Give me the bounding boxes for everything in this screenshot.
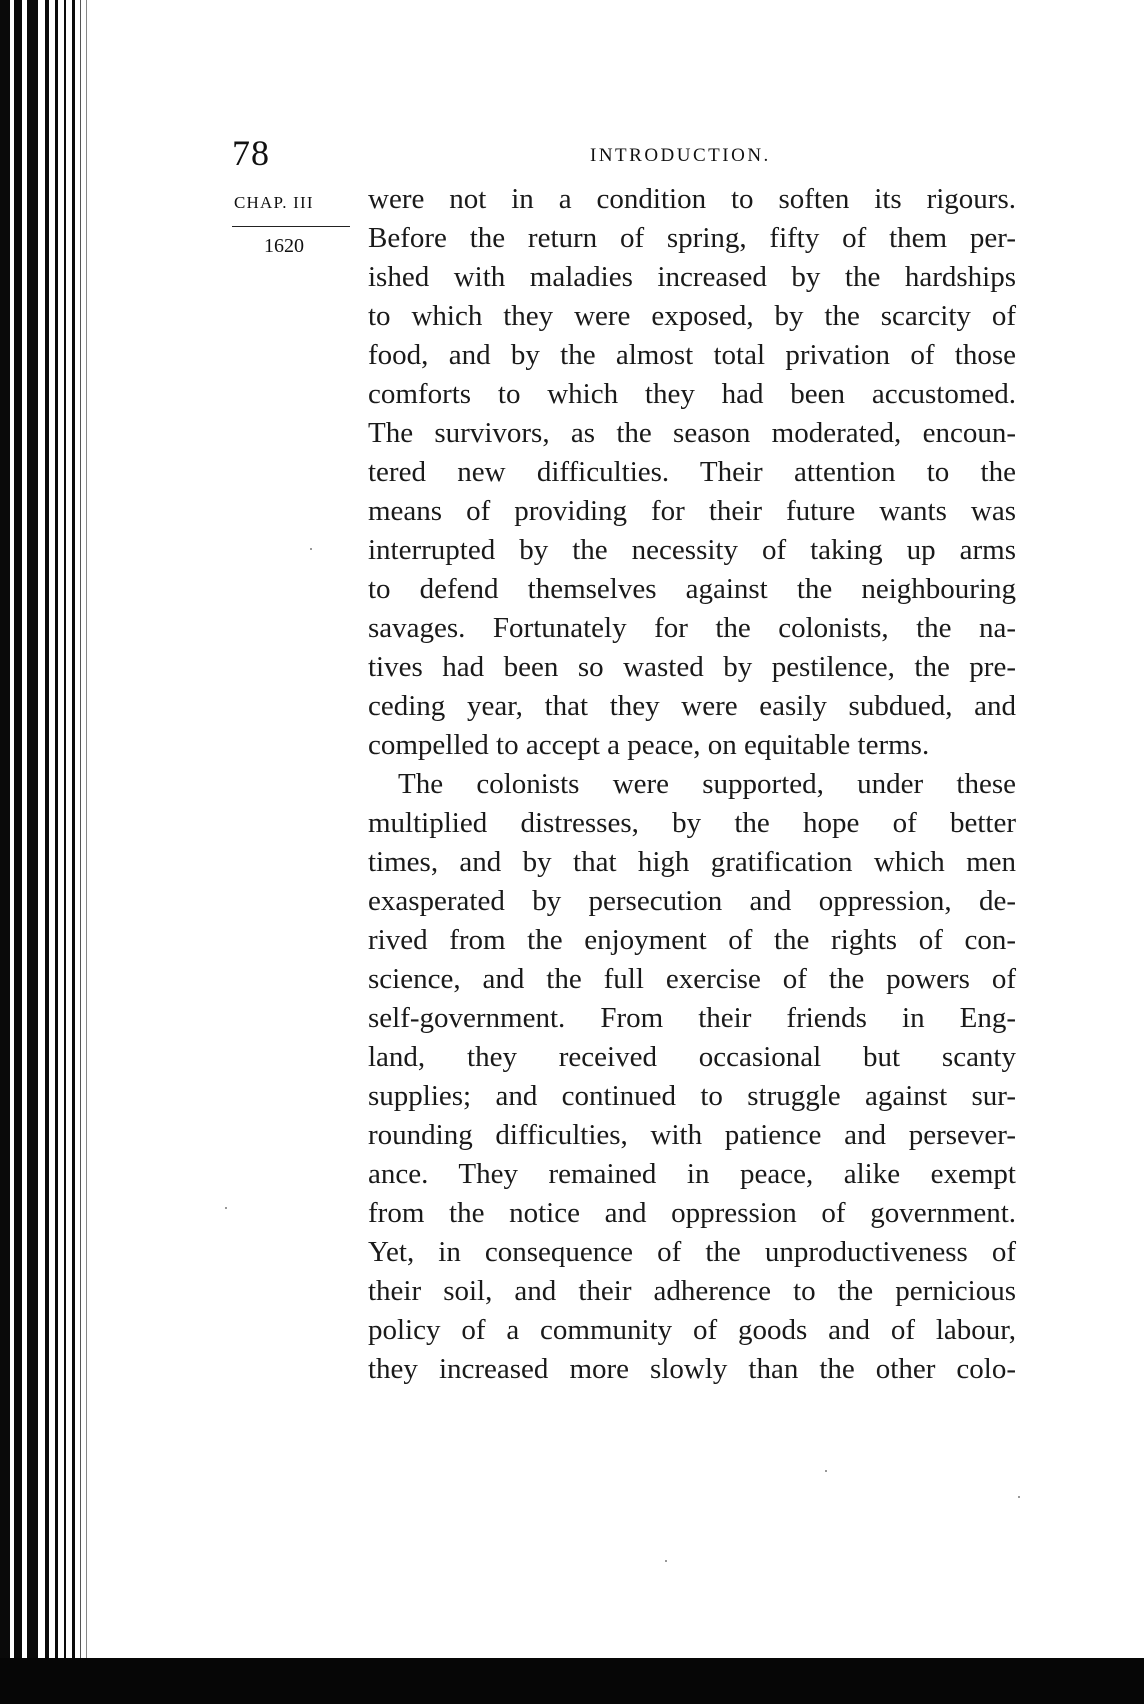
page-number: 78 (232, 133, 270, 173)
text-line: multiplied distresses, by the hope of better (368, 807, 1016, 839)
text-line: to which they were exposed, by the scarcity of (368, 300, 1016, 332)
paragraph-1 (368, 180, 1016, 765)
text-line: compelled to accept a peace, on equitable terms. (368, 729, 930, 761)
margin-chapter-label: CHAP. III (234, 193, 314, 212)
scan-speck (310, 548, 312, 550)
text-line: their soil, and their adherence to the pernicious (368, 1275, 1016, 1307)
text-line: were not in a condition to soften its rigours. (368, 183, 1016, 215)
scan-bottom-edge (0, 1658, 1144, 1704)
text-line: tives had been so wasted by pestilence, the pre- (368, 651, 1016, 683)
text-line: self-government. From their friends in Eng- (368, 1002, 1016, 1034)
text-line: exasperated by persecution and oppression, de- (368, 885, 1016, 917)
text-line: to defend themselves against the neighbouring (368, 573, 1016, 605)
running-head: INTRODUCTION. (590, 145, 771, 166)
text-line: policy of a community of goods and of labour, (368, 1314, 1016, 1346)
text-line: supplies; and continued to struggle against sur- (368, 1080, 1016, 1112)
text-line: land, they received occasional but scanty (368, 1041, 1016, 1073)
scan-speck (665, 1560, 667, 1562)
text-line: ance. They remained in peace, alike exempt (368, 1158, 1016, 1190)
text-line: rounding difficulties, with patience and persever- (368, 1119, 1016, 1151)
scan-speck (225, 1207, 227, 1209)
text-line: ished with maladies increased by the hardships (368, 261, 1016, 293)
binding-gutter (0, 0, 92, 1704)
text-line: The colonists were supported, under these (398, 768, 1016, 800)
text-line: interrupted by the necessity of taking up arms (368, 534, 1016, 566)
text-line: savages. Fortunately for the colonists, the na- (368, 612, 1016, 644)
text-line: comforts to which they had been accustomed. (368, 378, 1016, 410)
text-line: tered new difficulties. Their attention to the (368, 456, 1016, 488)
margin-year: 1620 (264, 235, 304, 257)
text-line: ceding year, that they were easily subdued, and (368, 690, 1016, 722)
text-line: The survivors, as the season moderated, encoun- (368, 417, 1016, 449)
text-line: rived from the enjoyment of the rights of con- (368, 924, 1016, 956)
scan-speck (825, 1470, 827, 1472)
text-line: food, and by the almost total privation of those (368, 339, 1016, 371)
margin-rule (232, 226, 350, 227)
text-line: from the notice and oppression of government. (368, 1197, 1016, 1229)
body-text (368, 180, 1016, 1389)
text-line: Yet, in consequence of the unproductiveness of (368, 1236, 1016, 1268)
text-line: science, and the full exercise of the powers of (368, 963, 1016, 995)
text-line: they increased more slowly than the other colo- (368, 1353, 1016, 1385)
text-line: Before the return of spring, fifty of them per- (368, 222, 1016, 254)
text-line: means of providing for their future wants was (368, 495, 1016, 527)
paragraph-2 (368, 765, 1016, 1389)
text-line: times, and by that high gratification which men (368, 846, 1016, 878)
scan-speck (1018, 1496, 1020, 1498)
